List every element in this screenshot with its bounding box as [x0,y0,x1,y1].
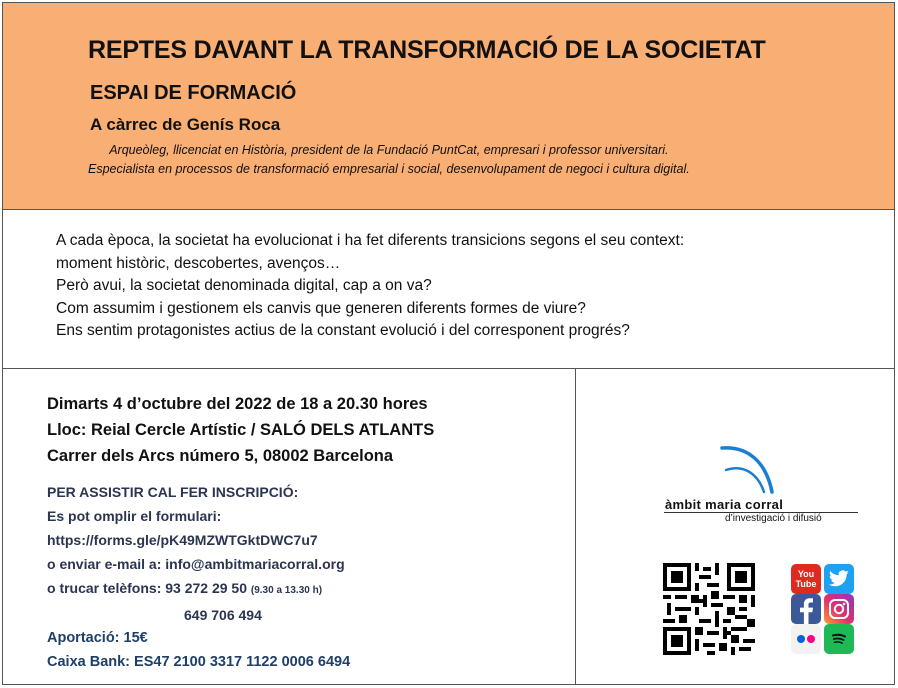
author-line: A càrrec de Genís Roca [90,115,281,134]
twitter-icon[interactable] [824,564,854,594]
event-address: Carrer dels Arcs número 5, 08002 Barcelona [47,447,394,465]
youtube-icon[interactable] [791,564,821,594]
qr-code-icon[interactable] [663,563,755,655]
logo-name: àmbit maria corral [665,497,784,512]
intro-line: Però avui, la societat denominada digital, cap a on va? [56,277,432,294]
flickr-dots-icon [795,634,817,644]
youtube-you-text: You [797,569,815,579]
instagram-camera-icon [828,598,850,620]
horizontal-divider [3,368,894,369]
payment-amount: Aportació: 15€ [47,630,148,646]
phone-line [47,576,345,603]
phone-label[interactable]: o trucar telèfons: 93 272 29 50 [47,580,247,596]
phone-2[interactable]: 649 706 494 [184,607,262,623]
registration-info [47,480,345,627]
form-link[interactable]: https://forms.gle/pK49MZWTGktDWC7u7 [47,532,318,548]
spotify-icon[interactable] [824,624,854,654]
email-text[interactable]: o enviar e-mail a: info@ambitmariacorral.org [47,556,345,572]
bank-account: Caixa Bank: ES47 2100 3317 1122 0006 6494 [47,654,351,670]
page-subtitle: ESPAI DE FORMACIÓ [90,82,297,104]
event-date: Dimarts 4 d’octubre del 2022 de 18 a 20.30 hores [47,395,428,413]
author-bio [88,141,690,179]
page-title: REPTES DAVANT LA TRANSFORMACIÓ DE LA SOCIETAT [88,36,766,64]
twitter-bird-icon [828,570,850,588]
event-place: Lloc: Reial Cercle Artístic / SALÓ DELS ATLANTS [47,421,435,439]
registration-heading: PER ASSISTIR CAL FER INSCRIPCIÓ: [47,484,299,500]
phone-hours: (9.30 a 13.30 h) [250,585,323,596]
intro-line: Com assumim i gestionem els canvis que generen diferents formes de viure? [56,299,586,317]
form-text: Es pot omplir el formulari: [47,508,222,524]
intro-line: Ens sentim protagonistes actius de la constant evolució i del corresponent progrés? [56,322,630,339]
facebook-icon[interactable] [791,594,821,624]
logo-tagline: d’investigació i difusió [725,513,822,524]
payment-info [47,626,350,674]
youtube-tube-text: Tube [795,579,817,589]
spotify-waves-icon [827,627,851,651]
flickr-icon[interactable] [791,624,821,654]
instagram-icon[interactable] [824,594,854,624]
intro-line: moment històric, descobertes, avenços… [56,254,341,272]
vertical-divider [575,369,576,685]
event-details [47,391,434,469]
intro-line: A cada època, la societat ha evolucionat i ha fet diferents transicions segons el seu context: [56,232,685,249]
facebook-f-icon [798,598,814,624]
intro-text [56,230,684,343]
bio-line: Arqueòleg, llicenciat en Història, president de la Fundació PuntCat, empresari i professor universitari. [109,143,669,157]
bio-line: Especialista en processos de transformació empresarial i social, desenvolupament de negoci i cultura digital. [88,162,690,176]
